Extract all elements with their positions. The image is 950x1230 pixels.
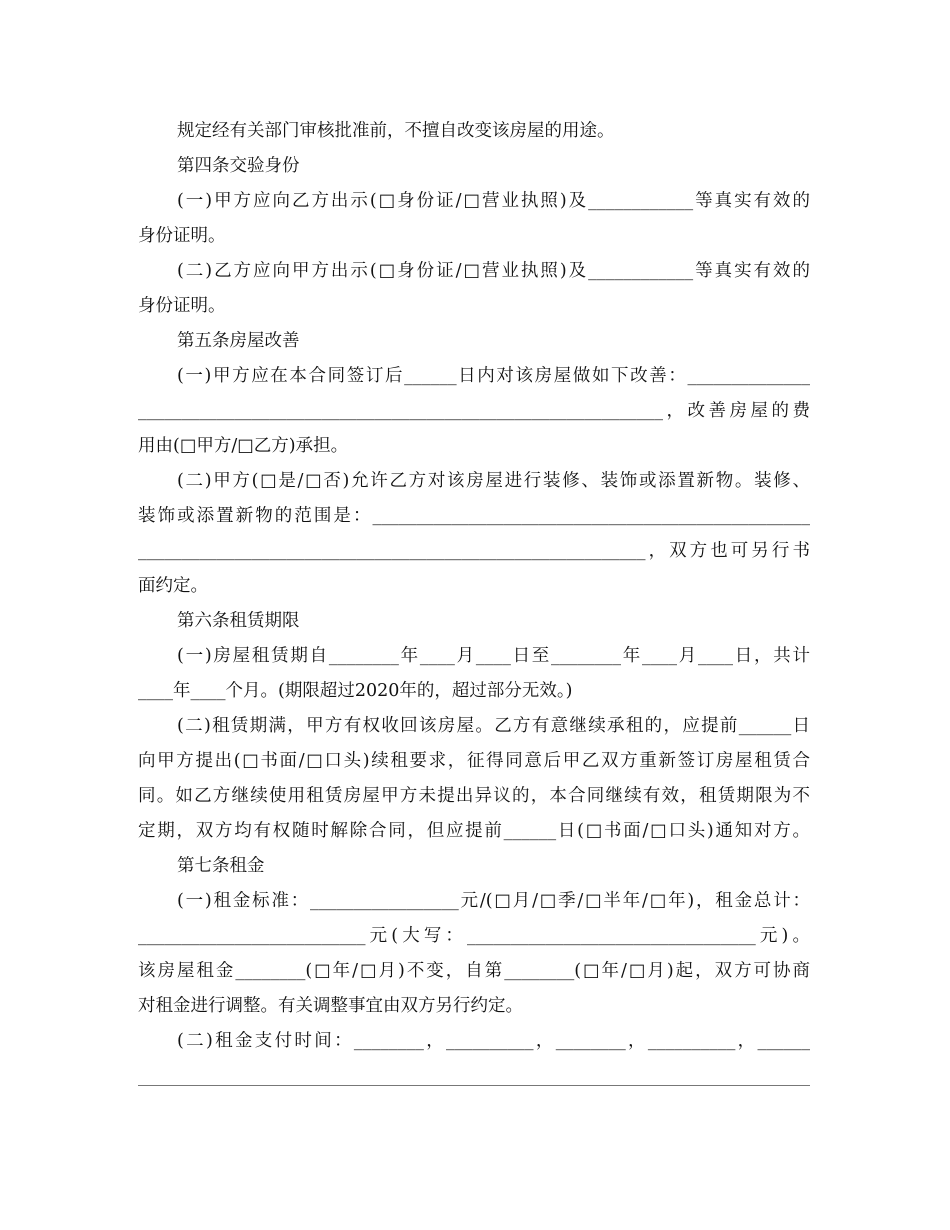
- clause-text: (一)甲方应向乙方出示(□身份证/□营业执照)及____________等真实有效的: [177, 191, 810, 211]
- clause-text: (一)房屋租赁期自________年____月____日至________年____月____日，共计: [177, 646, 810, 666]
- clause-text: 该房屋租金________(□年/□月)不变，自第________(□年/□月)起，双方可协商: [138, 961, 810, 981]
- clause-text: 身份证明。: [138, 226, 226, 246]
- clause-text: 向甲方提出(□书面/□口头)续租要求，征得同意后甲乙双方重新签订房屋租赁合: [138, 751, 810, 771]
- clause-text: 同。如乙方继续使用租赁房屋甲方未提出异议的，本合同继续有效，租赁期限为不: [138, 786, 810, 806]
- article-heading-4: 第四条交验身份: [177, 156, 300, 176]
- article-heading-6: 第六条租赁期限: [177, 611, 300, 631]
- clause-text: (二)乙方应向甲方出示(□身份证/□营业执照)及____________等真实有效的: [177, 261, 810, 281]
- clause-text: __________________________________________________________，双方也可另行书: [138, 541, 810, 561]
- clause-text: 规定经有关部门审核批准前，不擅自改变该房屋的用途。: [177, 121, 615, 141]
- article-heading-5: 第五条房屋改善: [177, 331, 300, 351]
- clause-text: __________________________元(大写：_________________________________元)。: [138, 926, 810, 946]
- clause-text: 对租金进行调整。有关调整事宜由双方另行约定。: [138, 996, 523, 1016]
- clause-text: (二)租赁期满，甲方有权收回该房屋。乙方有意继续承租的，应提前______日: [177, 716, 810, 736]
- blank-fill-line: [138, 1085, 810, 1086]
- article-heading-7: 第七条租金: [177, 856, 265, 876]
- clause-text: ____________________________________________________________，改善房屋的费: [138, 401, 810, 421]
- clause-text: (二)甲方(□是/□否)允许乙方对该房屋进行装修、装饰或添置新物。装修、: [177, 471, 810, 491]
- clause-text: 用由(□甲方/□乙方)承担。: [138, 436, 349, 456]
- clause-text: (二)租金支付时间：________，__________，________，__________，______: [177, 1031, 810, 1051]
- clause-text: (一)租金标准：_________________元/(□月/□季/□半年/□年)，租金总计：: [177, 891, 810, 911]
- clause-text: ____年____个月。(期限超过2020年的，超过部分无效。): [138, 681, 573, 701]
- clause-text: 装饰或添置新物的范围是：__________________________________________________: [138, 506, 810, 526]
- clause-text: (一)甲方应在本合同签订后______日内对该房屋做如下改善：______________: [177, 366, 810, 386]
- clause-text: 身份证明。: [138, 296, 226, 316]
- clause-text: 定期，双方均有权随时解除合同，但应提前______日(□书面/□口头)通知对方。: [138, 821, 810, 841]
- clause-text: 面约定。: [138, 576, 208, 596]
